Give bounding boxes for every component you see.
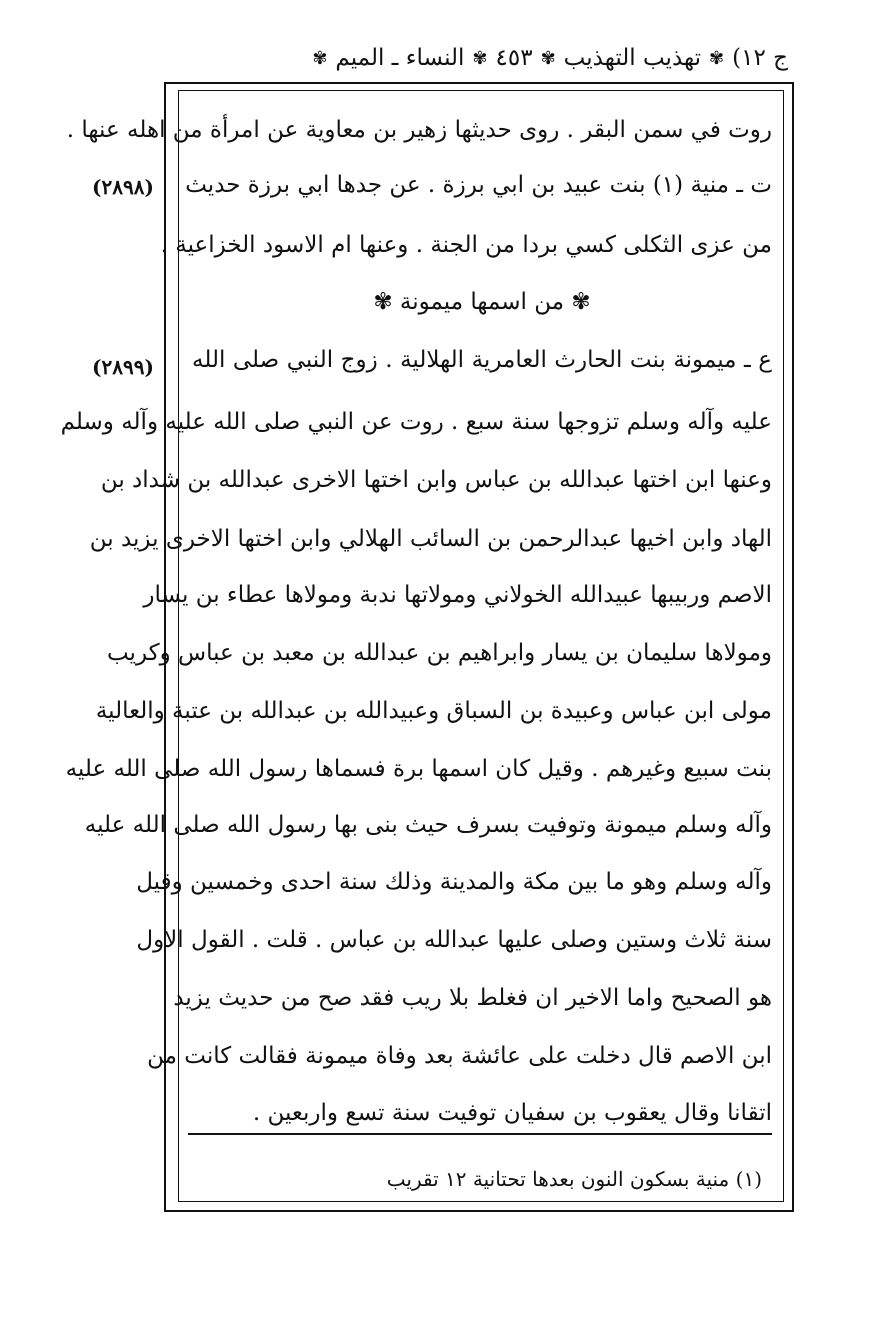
page-header [168,34,788,82]
volume-number: ج ١٢) [732,45,788,71]
text-line: عليه وآله وسلم تزوجها سنة سبع . روت عن النبي صلى الله عليه وآله وسلم [60,409,772,435]
text-line: هو الصحيح واما الاخير ان فغلط بلا ريب فقد صح من حديث يزيد [173,985,772,1011]
text-line: روت في سمن البقر . روى حديثها زهير بن معاوية عن امرأة من اهله عنها . [66,117,772,143]
text-line: من عزى الثكلى كسي بردا من الجنة . وعنها ام الاسود الخزاعية . [160,232,772,258]
text-line: ع ـ ميمونة بنت الحارث العامرية الهلالية . زوج النبي صلى الله [192,347,772,373]
flower-ornament-icon: ✾ [312,47,328,69]
text-line: مولى ابن عباس وعبيدة بن السباق وعبيدالله بن عبدالله بن عتبة والعالية [95,698,772,724]
text-line: بنت سبيع وغيرهم . وقيل كان اسمها برة فسماها رسول الله صلى الله عليه [65,756,772,782]
flower-ornament-icon: ✾ [709,47,725,69]
flower-ornament-icon: ✾ [540,47,556,69]
page-number: ٤٥٣ [495,45,533,71]
text-line: ت ـ منية (١) بنت عبيد بن ابي برزة . عن جدها ابي برزة حديث [185,172,772,198]
footnote-divider [188,1133,772,1135]
text-line: الاصم وربيبها عبيدالله الخولاني ومولاتها ندبة ومولاها عطاء بن يسار [143,582,772,608]
text-line: اتقانا وقال يعقوب بن سفيان توفيت سنة تسع واربعين . [252,1100,772,1126]
book-title: تهذيب التهذيب [563,45,702,71]
text-line: ومولاها سليمان بن يسار وابراهيم بن عبدالله بن معبد بن عباس وكريب [106,640,772,666]
section-title: النساء ـ الميم [335,45,465,71]
footnote: (١) منية بسكون النون بعدها تحتانية ١٢ تقريب [386,1167,762,1191]
text-line: وعنها ابن اختها عبدالله بن عباس وابن اختها الاخرى عبدالله بن شداد بن [100,467,772,493]
flower-ornament-icon: ✾ [472,47,488,69]
entry-number: (٢٨٩٩) [92,355,154,379]
text-line: ابن الاصم قال دخلت على عائشة بعد وفاة ميمونة فقالت كانت من [147,1043,772,1069]
text-line: سنة ثلاث وستين وصلى عليها عبدالله بن عباس . قلت . القول الاول [136,927,772,953]
text-line: وآله وسلم وهو ما بين مكة والمدينة وذلك سنة احدى وخمسين وقيل [136,869,772,895]
text-line: الهاد وابن اخيها عبدالرحمن بن السائب الهلالي وابن اختها الاخرى يزيد بن [89,526,772,552]
section-heading: ✾ من اسمها ميمونة ✾ [373,289,591,315]
text-line: وآله وسلم ميمونة وتوفيت بسرف حيث بنى بها رسول الله صلى الله عليه [84,812,772,838]
entry-number: (٢٨٩٨) [92,175,154,199]
